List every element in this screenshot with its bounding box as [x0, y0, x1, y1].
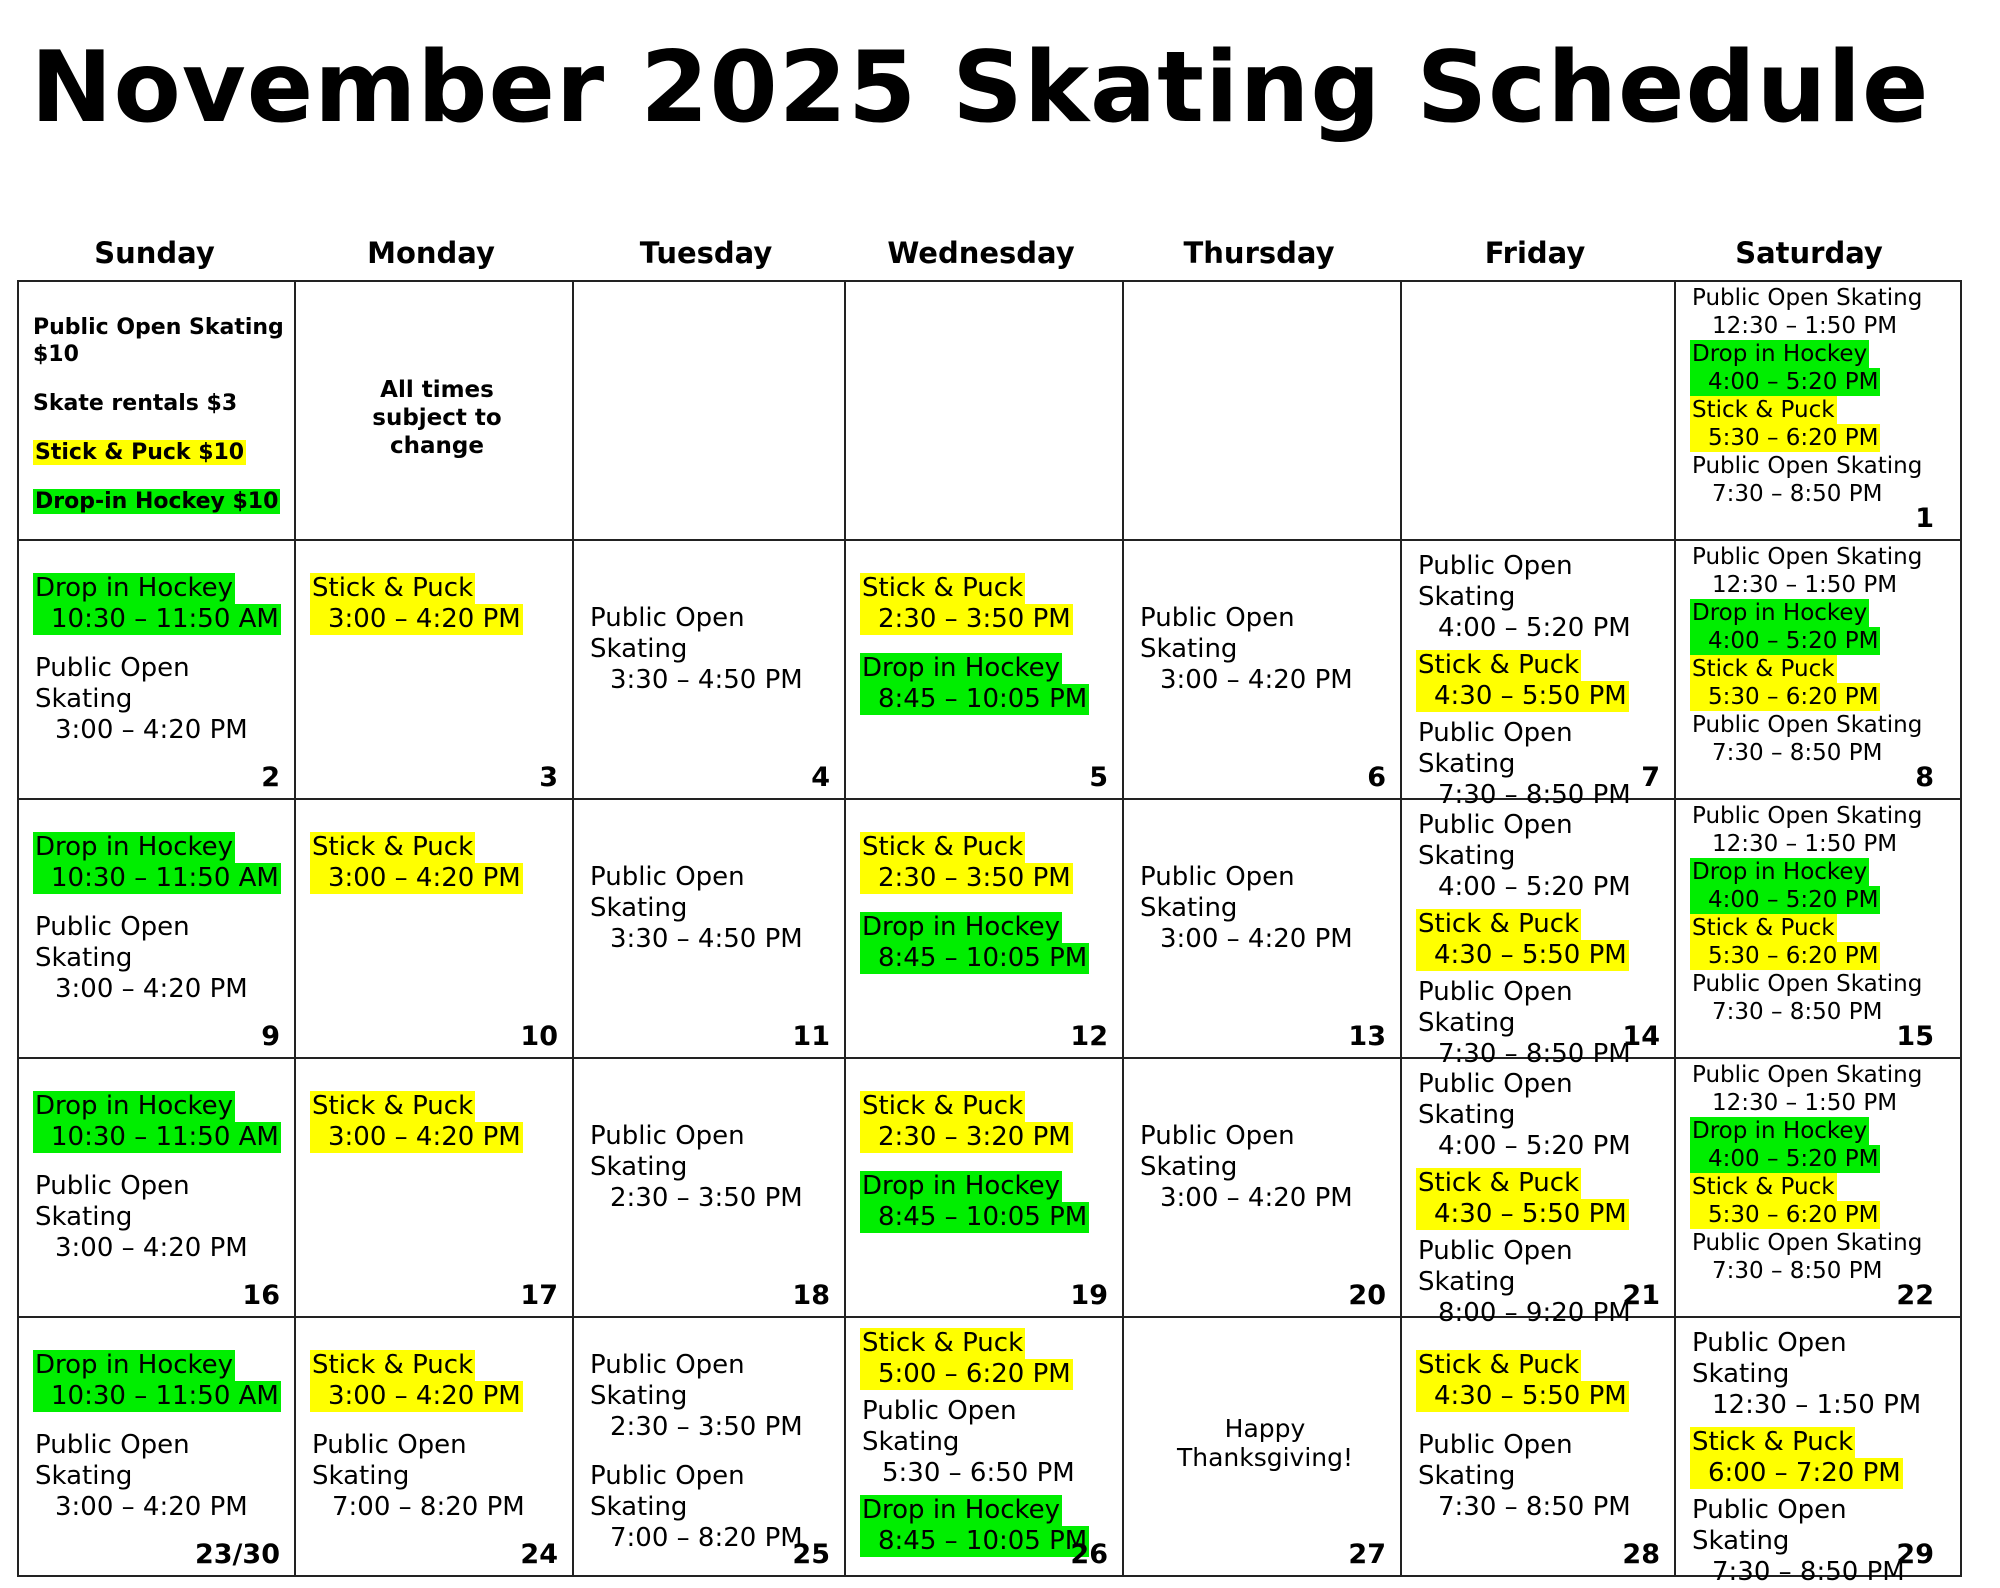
session-stick — [1690, 1173, 1940, 1229]
session-time: 12:30 – 1:50 PM — [1712, 313, 1898, 339]
session-name: Public Open Skating — [312, 1430, 467, 1491]
day-number: 26 — [1070, 1539, 1108, 1570]
session-time: 7:30 – 8:50 PM — [1712, 999, 1883, 1025]
session-public — [33, 1171, 286, 1264]
session-public — [33, 1430, 286, 1523]
session-name: Public Open Skating — [590, 862, 745, 923]
session-name: Drop in Hockey — [1692, 859, 1868, 885]
session-hockey — [860, 912, 1114, 974]
session-name: Stick & Puck — [1418, 1350, 1580, 1380]
weekday-tuesday: Tuesday — [639, 236, 773, 270]
session-time: 3:30 – 4:50 PM — [610, 924, 803, 954]
day-number: 21 — [1622, 1280, 1660, 1311]
session-hockey — [33, 1091, 286, 1153]
session-time: 3:00 – 4:20 PM — [1160, 665, 1353, 695]
session-stick — [860, 1091, 1114, 1153]
session-time: 4:00 – 5:20 PM — [1690, 1145, 1880, 1173]
session-hockey — [1690, 1117, 1940, 1173]
session-stick — [1690, 396, 1940, 452]
session-time: 8:45 – 10:05 PM — [860, 943, 1089, 974]
day-cell-18 — [572, 1059, 844, 1316]
session-public — [1138, 603, 1392, 696]
session-stick — [310, 1091, 564, 1153]
day-number: 2 — [261, 762, 280, 793]
session-time: 3:00 – 4:20 PM — [1160, 1183, 1353, 1213]
session-time: 4:00 – 5:20 PM — [1690, 627, 1880, 655]
session-name: Public Open Skating — [1692, 1062, 1923, 1088]
day-cell-27 — [1122, 1318, 1400, 1575]
session-time: 3:00 – 4:20 PM — [1160, 924, 1353, 954]
day-number: 19 — [1070, 1280, 1108, 1311]
schedule-note — [294, 282, 572, 539]
day-number: 15 — [1896, 1021, 1934, 1052]
session-name: Public Open Skating — [1692, 544, 1923, 570]
session-time: 7:30 – 8:50 PM — [1438, 780, 1631, 810]
day-number: 13 — [1348, 1021, 1386, 1052]
day-cell-20 — [1122, 1059, 1400, 1316]
session-name: Drop in Hockey — [1692, 1118, 1868, 1144]
session-time: 4:30 – 5:50 PM — [1416, 1381, 1629, 1412]
weekday-monday: Monday — [367, 236, 495, 270]
session-time: 4:00 – 5:20 PM — [1690, 368, 1880, 396]
weekday-saturday: Saturday — [1735, 236, 1883, 270]
session-stick — [1690, 655, 1940, 711]
session-hockey — [33, 573, 286, 635]
session-name: Public Open Skating — [1140, 1121, 1295, 1182]
day-number: 20 — [1348, 1280, 1386, 1311]
session-time: 7:30 – 8:50 PM — [1712, 1258, 1883, 1284]
day-number: 6 — [1367, 762, 1386, 793]
session-name: Public Open Skating — [1418, 1236, 1573, 1297]
session-public — [1690, 543, 1940, 599]
session-name: Public Open Skating — [1140, 603, 1295, 664]
week-row — [19, 282, 1960, 539]
session-public — [1690, 452, 1940, 508]
session-time: 8:45 – 10:05 PM — [860, 1202, 1089, 1233]
weekday-friday: Friday — [1484, 236, 1586, 270]
session-stick — [1416, 650, 1666, 712]
session-name: Drop in Hockey — [35, 1091, 234, 1121]
session-public — [1690, 1061, 1940, 1117]
session-public — [1138, 1121, 1392, 1214]
session-name: Stick & Puck — [1692, 397, 1835, 423]
day-cell-5 — [844, 541, 1122, 798]
session-stick — [1416, 1168, 1666, 1230]
session-name: Public Open Skating — [1692, 1328, 1847, 1389]
week-row — [19, 798, 1960, 1069]
day-number: 22 — [1896, 1280, 1934, 1311]
session-time: 3:00 – 4:20 PM — [310, 863, 523, 894]
session-name: Stick & Puck — [1692, 1427, 1854, 1457]
day-number: 16 — [242, 1280, 280, 1311]
day-number: 1 — [1915, 503, 1934, 534]
session-time: 12:30 – 1:50 PM — [1712, 831, 1898, 857]
day-number: 27 — [1348, 1539, 1386, 1570]
session-time: 5:30 – 6:20 PM — [1690, 683, 1880, 711]
session-name: Stick & Puck — [862, 1091, 1024, 1121]
session-time: 2:30 – 3:50 PM — [860, 604, 1073, 635]
session-name: Stick & Puck — [1418, 650, 1580, 680]
session-time: 5:30 – 6:50 PM — [882, 1458, 1075, 1488]
session-name: Stick & Puck — [1418, 909, 1580, 939]
session-name: Drop in Hockey — [862, 1171, 1061, 1201]
session-time: 4:00 – 5:20 PM — [1438, 872, 1631, 902]
session-time: 10:30 – 11:50 AM — [33, 604, 281, 635]
day-cell-empty — [1122, 282, 1400, 539]
week-row — [19, 1316, 1960, 1587]
session-name: Public Open Skating — [1692, 712, 1923, 738]
session-time: 4:00 – 5:20 PM — [1438, 613, 1631, 643]
session-public — [1416, 551, 1666, 644]
weekday-thursday: Thursday — [1183, 236, 1335, 270]
price-line4: Drop-in Hockey $10 — [35, 489, 279, 514]
calendar — [17, 226, 1962, 1587]
session-name: Public Open Skating — [1418, 810, 1573, 871]
day-number: 29 — [1896, 1539, 1934, 1570]
week-row — [19, 1057, 1960, 1328]
day-cell-22 — [1674, 1059, 1948, 1316]
session-stick — [1690, 914, 1940, 970]
session-name: Drop in Hockey — [862, 1495, 1061, 1525]
session-time: 2:30 – 3:50 PM — [610, 1183, 803, 1213]
session-name: Stick & Puck — [862, 1328, 1024, 1358]
session-name: Public Open Skating — [1692, 803, 1923, 829]
session-name: Stick & Puck — [312, 1350, 474, 1380]
session-name: Drop in Hockey — [35, 1350, 234, 1380]
session-name: Public Open Skating — [1418, 1430, 1573, 1491]
session-public — [310, 1430, 564, 1523]
day-number: 10 — [520, 1021, 558, 1052]
session-time: 5:00 – 6:20 PM — [860, 1359, 1073, 1390]
day-number: 3 — [539, 762, 558, 793]
weekday-wednesday: Wednesday — [887, 236, 1075, 270]
day-cell-empty — [844, 282, 1122, 539]
day-cell-7 — [1400, 541, 1674, 810]
day-cell-1 — [1674, 282, 1948, 539]
session-name: Public Open Skating — [590, 1121, 745, 1182]
session-time: 5:30 – 6:20 PM — [1690, 1201, 1880, 1229]
session-name: Drop in Hockey — [35, 573, 234, 603]
session-name: Public Open Skating — [35, 653, 190, 714]
weekday-sunday: Sunday — [94, 236, 215, 270]
session-name: Public Open Skating — [1418, 718, 1573, 779]
session-time: 3:00 – 4:20 PM — [310, 1122, 523, 1153]
session-time: 4:30 – 5:50 PM — [1416, 681, 1629, 712]
day-cell-14 — [1400, 800, 1674, 1069]
session-public — [1690, 1229, 1940, 1285]
session-time: 7:30 – 8:50 PM — [1712, 740, 1883, 766]
note-text: All times subject to change — [372, 377, 502, 459]
session-public — [1690, 284, 1940, 340]
session-public — [588, 862, 836, 955]
session-name: Public Open Skating — [590, 1461, 745, 1522]
session-name: Stick & Puck — [1418, 1168, 1580, 1198]
session-stick — [310, 573, 564, 635]
day-cell-9 — [19, 800, 294, 1057]
session-time: 10:30 – 11:50 AM — [33, 1122, 281, 1153]
session-name: Drop in Hockey — [1692, 600, 1868, 626]
session-name: Stick & Puck — [862, 573, 1024, 603]
session-time: 3:00 – 4:20 PM — [55, 1233, 248, 1263]
session-time: 8:45 – 10:05 PM — [860, 684, 1089, 715]
session-public — [1416, 718, 1666, 811]
session-time: 10:30 – 11:50 AM — [33, 1381, 281, 1412]
day-cell-empty — [1400, 282, 1674, 539]
session-name: Public Open Skating — [1692, 1495, 1847, 1556]
day-number: 12 — [1070, 1021, 1108, 1052]
calendar-grid — [17, 280, 1962, 1587]
session-public — [860, 1396, 1114, 1489]
day-number: 24 — [520, 1539, 558, 1570]
day-cell-25 — [572, 1318, 844, 1575]
day-cell-8 — [1674, 541, 1948, 798]
day-number: 28 — [1622, 1539, 1660, 1570]
day-cell-3 — [294, 541, 572, 798]
session-name: Stick & Puck — [312, 1091, 474, 1121]
session-name: Public Open Skating — [862, 1396, 1017, 1457]
session-name: Public Open Skating — [1692, 453, 1923, 479]
day-cell-15 — [1674, 800, 1948, 1057]
day-cell-11 — [572, 800, 844, 1057]
day-number: 5 — [1089, 762, 1108, 793]
session-time: 4:30 – 5:50 PM — [1416, 940, 1629, 971]
day-cell-24 — [294, 1318, 572, 1575]
session-name: Public Open Skating — [1692, 971, 1923, 997]
session-time: 7:30 – 8:50 PM — [1712, 1557, 1905, 1587]
day-cell-2 — [19, 541, 294, 798]
session-public — [1416, 1069, 1666, 1162]
day-number: 9 — [261, 1021, 280, 1052]
session-time: 7:30 – 8:50 PM — [1438, 1039, 1631, 1069]
day-cell-empty — [572, 282, 844, 539]
session-name: Public Open Skating — [1418, 1069, 1573, 1130]
price-line1: Public Open Skating $10 — [33, 315, 284, 367]
session-hockey — [1690, 599, 1940, 655]
session-public — [33, 912, 286, 1005]
session-hockey — [33, 832, 286, 894]
day-number: 17 — [520, 1280, 558, 1311]
session-name: Public Open Skating — [35, 1430, 190, 1491]
session-time: 7:30 – 8:50 PM — [1712, 481, 1883, 507]
day-cell-4 — [572, 541, 844, 798]
session-time: 6:00 – 7:20 PM — [1690, 1458, 1903, 1489]
session-hockey — [860, 653, 1114, 715]
session-time: 5:30 – 6:20 PM — [1690, 424, 1880, 452]
day-number: 14 — [1622, 1021, 1660, 1052]
session-stick — [1416, 1350, 1666, 1412]
session-time: 3:00 – 4:20 PM — [55, 1492, 248, 1522]
price-line2: Skate rentals $3 — [33, 391, 238, 416]
price-line3: Stick & Puck $10 — [35, 440, 245, 465]
holiday-note: Happy Thanksgiving! — [1176, 1414, 1354, 1472]
session-name: Stick & Puck — [1692, 1174, 1835, 1200]
session-name: Public Open Skating — [35, 1171, 190, 1232]
session-name: Drop in Hockey — [1692, 341, 1868, 367]
session-name: Stick & Puck — [312, 573, 474, 603]
session-time: 2:30 – 3:50 PM — [860, 863, 1073, 894]
session-hockey — [1690, 340, 1940, 396]
session-time: 12:30 – 1:50 PM — [1712, 572, 1898, 598]
day-cell-19 — [844, 1059, 1122, 1316]
day-number: 23/30 — [194, 1539, 280, 1570]
session-time: 2:30 – 3:20 PM — [860, 1122, 1073, 1153]
day-cell-16 — [19, 1059, 294, 1316]
session-stick — [1690, 1427, 1940, 1489]
session-stick — [860, 1328, 1114, 1390]
session-time: 3:00 – 4:20 PM — [310, 604, 523, 635]
session-time: 4:00 – 5:20 PM — [1438, 1131, 1631, 1161]
session-public — [33, 653, 286, 746]
session-time: 7:30 – 8:50 PM — [1438, 1492, 1631, 1522]
day-number: 4 — [811, 762, 830, 793]
day-cell-23-30 — [19, 1318, 294, 1575]
session-time: 4:30 – 5:50 PM — [1416, 1199, 1629, 1230]
session-name: Public Open Skating — [1692, 1230, 1923, 1256]
session-name: Public Open Skating — [590, 603, 745, 664]
session-hockey — [1690, 858, 1940, 914]
session-name: Stick & Puck — [312, 832, 474, 862]
session-stick — [310, 832, 564, 894]
session-public — [588, 603, 836, 696]
session-name: Public Open Skating — [1692, 285, 1923, 311]
day-number: 8 — [1915, 762, 1934, 793]
session-name: Stick & Puck — [1692, 915, 1835, 941]
session-time: 4:00 – 5:20 PM — [1690, 886, 1880, 914]
day-cell-12 — [844, 800, 1122, 1057]
session-public — [1690, 802, 1940, 858]
day-cell-29 — [1674, 1318, 1948, 1587]
session-name: Stick & Puck — [1692, 656, 1835, 682]
week-row — [19, 539, 1960, 810]
session-time: 5:30 – 6:20 PM — [1690, 942, 1880, 970]
session-time: 8:45 – 10:05 PM — [860, 1526, 1089, 1557]
day-cell-10 — [294, 800, 572, 1057]
session-name: Drop in Hockey — [862, 653, 1061, 683]
session-public — [588, 1121, 836, 1214]
session-time: 12:30 – 1:50 PM — [1712, 1090, 1898, 1116]
day-cell-26 — [844, 1318, 1122, 1575]
session-name: Public Open Skating — [35, 912, 190, 973]
session-public — [1690, 711, 1940, 767]
session-name: Stick & Puck — [862, 832, 1024, 862]
day-cell-17 — [294, 1059, 572, 1316]
session-time: 3:00 – 4:20 PM — [55, 974, 248, 1004]
session-stick — [1416, 909, 1666, 971]
session-time: 8:00 – 9:20 PM — [1438, 1298, 1631, 1328]
session-time: 2:30 – 3:50 PM — [610, 1412, 803, 1442]
session-time: 7:00 – 8:20 PM — [332, 1492, 525, 1522]
session-time: 3:30 – 4:50 PM — [610, 665, 803, 695]
session-stick — [310, 1350, 564, 1412]
session-hockey — [33, 1350, 286, 1412]
day-cell-21 — [1400, 1059, 1674, 1328]
session-stick — [860, 573, 1114, 635]
session-name: Drop in Hockey — [862, 912, 1061, 942]
session-time: 10:30 – 11:50 AM — [33, 863, 281, 894]
day-cell-6 — [1122, 541, 1400, 798]
session-public — [588, 1350, 836, 1443]
day-number: 25 — [792, 1539, 830, 1570]
day-number: 11 — [792, 1021, 830, 1052]
day-cell-28 — [1400, 1318, 1674, 1575]
session-name: Public Open Skating — [1418, 977, 1573, 1038]
day-number: 18 — [792, 1280, 830, 1311]
session-time: 12:30 – 1:50 PM — [1712, 1390, 1922, 1420]
session-name: Public Open Skating — [1418, 551, 1573, 612]
session-public — [1690, 970, 1940, 1026]
session-name: Public Open Skating — [1140, 862, 1295, 923]
page-title: November 2025 Skating Schedule — [30, 31, 1930, 145]
session-name: Public Open Skating — [590, 1350, 745, 1411]
day-cell-13 — [1122, 800, 1400, 1057]
session-public — [1416, 1430, 1666, 1523]
session-public — [1138, 862, 1392, 955]
session-hockey — [860, 1171, 1114, 1233]
session-time: 3:00 – 4:20 PM — [55, 715, 248, 745]
price-info — [19, 282, 294, 539]
session-name: Drop in Hockey — [35, 832, 234, 862]
day-number: 7 — [1641, 762, 1660, 793]
session-public — [1690, 1328, 1940, 1421]
session-time: 7:00 – 8:20 PM — [610, 1523, 803, 1553]
session-time: 3:00 – 4:20 PM — [310, 1381, 523, 1412]
weekday-header — [17, 226, 1962, 280]
session-public — [1416, 810, 1666, 903]
session-stick — [860, 832, 1114, 894]
